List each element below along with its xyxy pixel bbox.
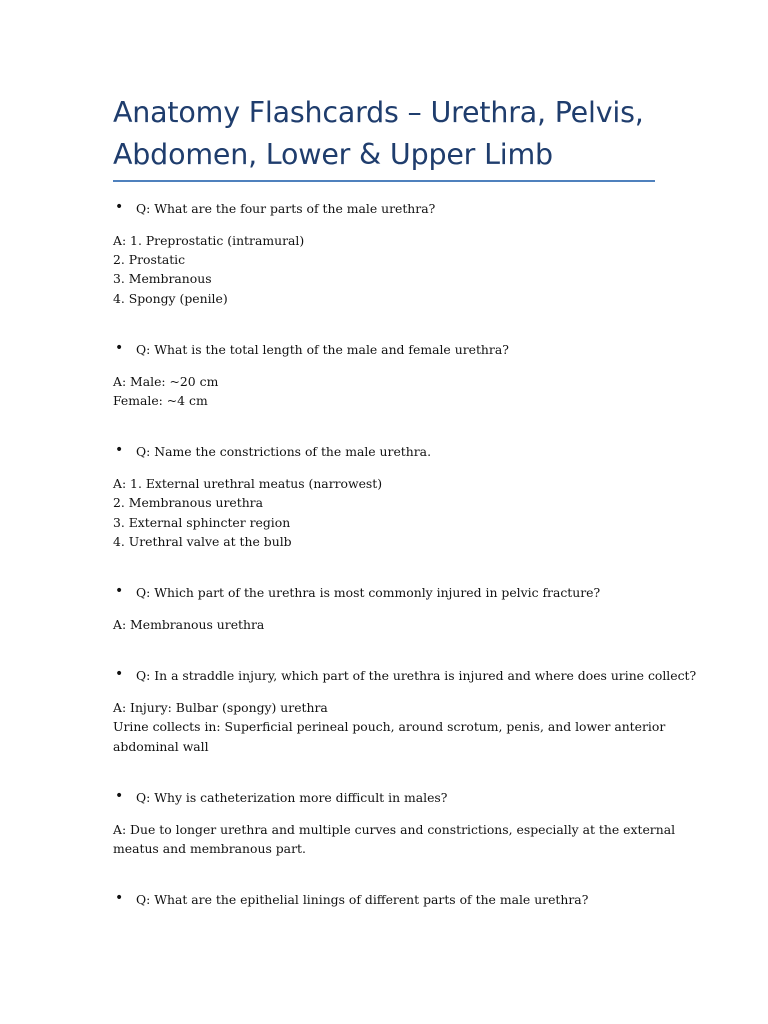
question-text: Q: In a straddle injury, which part of the urethra is injured and where does urine collect? xyxy=(136,668,697,684)
bullet-icon: • xyxy=(115,442,124,459)
spacer xyxy=(113,858,673,890)
question-text: Q: Which part of the urethra is most commonly injured in pelvic fracture? xyxy=(136,585,601,601)
spacer xyxy=(113,756,673,788)
flashcard-question xyxy=(113,583,673,602)
answer-line: 4. Spongy (penile) xyxy=(113,290,228,306)
page-title: Anatomy Flashcards – Urethra, Pelvis, Abdomen, Lower & Upper Limb xyxy=(113,96,644,171)
answer-line: A: 1. Preprostatic (intramural) xyxy=(113,233,305,248)
answer-line: Female: ~4 cm xyxy=(113,393,208,409)
question-text: Q: What are the epithelial linings of different parts of the male urethra? xyxy=(136,892,589,908)
flashcard xyxy=(113,666,697,756)
spacer xyxy=(113,410,673,442)
spacer xyxy=(113,634,673,666)
flashcard xyxy=(113,890,673,909)
answer-line: Urine collects in: Superficial perineal pouch, around scrotum, penis, and lower anterior xyxy=(113,719,666,735)
flashcard-question xyxy=(113,340,673,359)
flashcard-answer xyxy=(113,372,673,410)
flashcard-answer xyxy=(113,474,673,551)
flashcard xyxy=(113,787,676,858)
flashcard-question xyxy=(113,890,673,909)
flashcard-answer xyxy=(113,698,673,756)
question-text: Q: What is the total length of the male and female urethra? xyxy=(136,341,509,357)
flashcard xyxy=(113,583,673,634)
flashcard-answer xyxy=(113,615,673,634)
answer-line: 2. Prostatic xyxy=(113,252,186,268)
flashcard xyxy=(113,442,673,551)
question-text: Q: Why is catheterization more difficult in males? xyxy=(136,789,448,805)
bullet-icon: • xyxy=(115,339,124,356)
answer-line: A: Injury: Bulbar (spongy) urethra xyxy=(113,700,328,716)
answer-line: A: Due to longer urethra and multiple curves and constrictions, especially at the external xyxy=(113,821,676,837)
flashcard-question xyxy=(113,788,673,807)
bullet-icon: • xyxy=(115,787,124,804)
answer-line: 3. Membranous xyxy=(113,271,212,287)
spacer xyxy=(113,551,673,583)
title-divider xyxy=(113,180,655,182)
question-text: Q: What are the four parts of the male urethra? xyxy=(136,201,436,216)
bullet-icon: • xyxy=(115,666,124,683)
answer-line: 2. Membranous urethra xyxy=(113,495,263,511)
answer-line: 4. Urethral valve at the bulb xyxy=(113,533,292,549)
answer-line: meatus and membranous part. xyxy=(113,841,306,857)
flashcard-answer xyxy=(113,231,673,308)
flashcard-question xyxy=(113,666,697,685)
flashcard-answer xyxy=(113,820,676,858)
question-text: Q: Name the constrictions of the male urethra. xyxy=(136,444,432,460)
answer-line: A: Membranous urethra xyxy=(113,617,265,633)
bullet-icon: • xyxy=(115,199,124,215)
flashcard-list xyxy=(113,199,697,909)
answer-line: abdominal wall xyxy=(113,738,209,754)
flashcard xyxy=(113,199,673,308)
bullet-icon: • xyxy=(115,890,124,907)
answer-line: 3. External sphincter region xyxy=(113,514,291,530)
bullet-icon: • xyxy=(115,583,124,600)
flashcard-question xyxy=(113,442,673,461)
flashcard xyxy=(113,340,673,410)
spacer xyxy=(113,308,673,340)
flashcard-question xyxy=(113,199,673,218)
answer-line: A: Male: ~20 cm xyxy=(113,373,219,389)
answer-line: A: 1. External urethral meatus (narrowest) xyxy=(113,476,383,492)
